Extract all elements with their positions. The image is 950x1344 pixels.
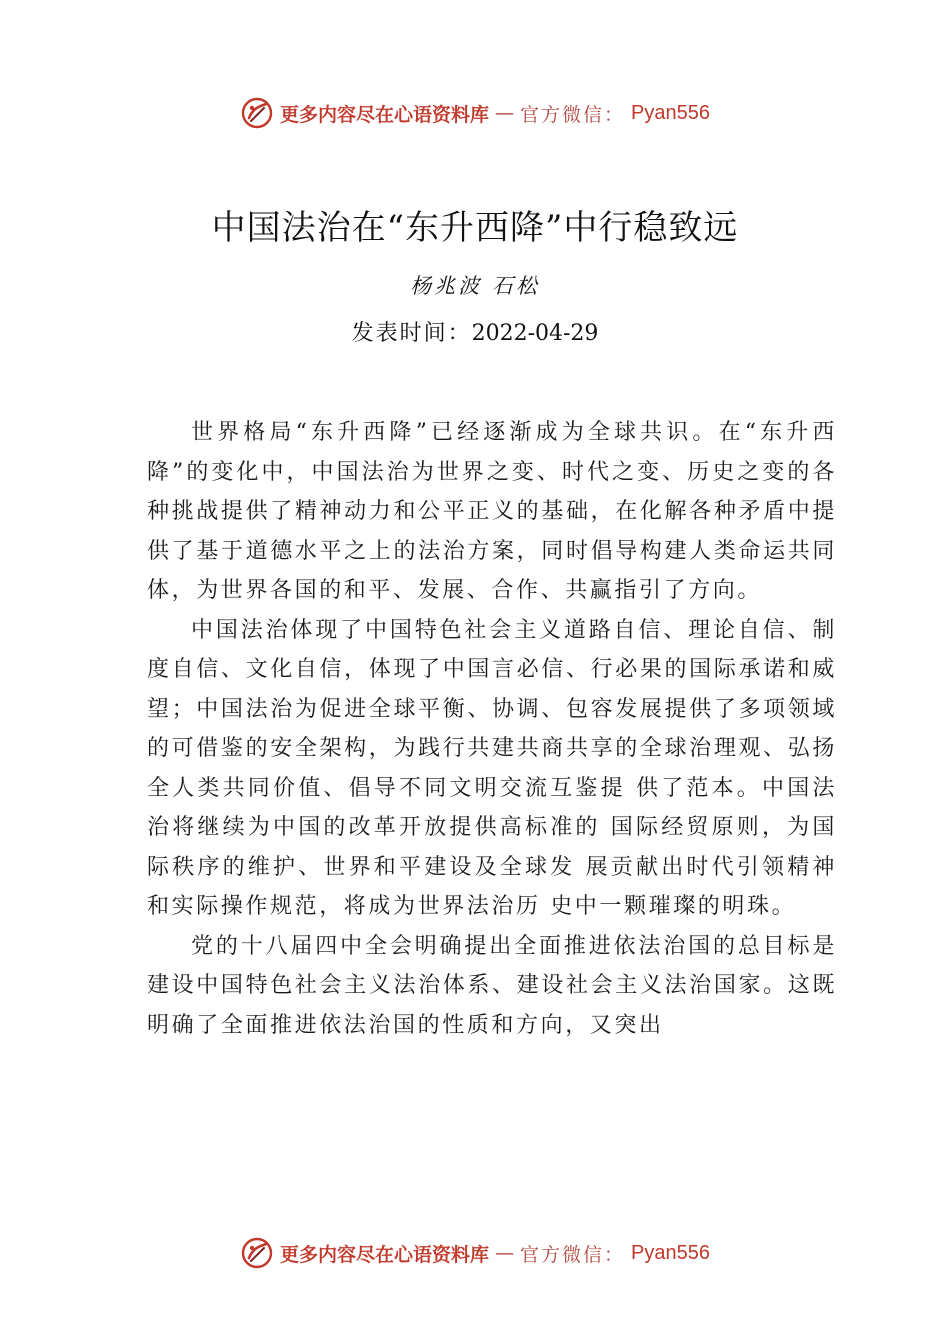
article-authors: 杨兆波 石松 bbox=[410, 274, 540, 298]
paragraph-2: 中国法治体现了中国特色社会主义道路自信、理论自信、制度自信、文化自信，体现了中国言必信、行必果的国际承诺和威望；中国法治为促进全球平衡、协调、包容发展提供了多项领域的可借鉴的安全架构，为践行共建共商共享的全球治理观、弘扬全人类共同价值、倡导不同文明交流互鉴提 供了范本。中国法治将继续为中国的改革开放提供高标准的 国际经贸原则，为国际秩序的维护、世界和平建设及全球发 展贡献出时代引领精神和实际操作规范，将成为世界法治历 史中一颗璀璨的明珠。 bbox=[147, 617, 837, 919]
publish-date-label: 发表时间： bbox=[351, 321, 472, 346]
article-body bbox=[147, 413, 837, 1045]
header-banner bbox=[0, 93, 950, 133]
banner-official-label: 官方微信： bbox=[520, 103, 626, 126]
banner-official-label: 官方微信： bbox=[520, 1243, 626, 1266]
banner-dash: — bbox=[495, 102, 515, 124]
paragraph-1: 世界格局“东升西降”已经逐渐成为全球共识。在“东升西降”的变化中，中国法治为世界之变、时代之变、历史之变的各种挑战提供了精神动力和公平正义的基础，在化解各种矛盾中提供了基于道德水平之上的法治方案，同时倡导构建人类命运共同体，为世界各国的和平、发展、合作、共赢指引了方向。 bbox=[147, 420, 837, 603]
banner-main-text: 更多内容尽在心语资料库 bbox=[280, 1243, 490, 1266]
publish-date-value: 2022-04-29 bbox=[471, 321, 599, 346]
brand-logo-icon bbox=[240, 96, 274, 130]
article-title: 中国法治在“东升西降”中行稳致远 bbox=[211, 208, 739, 248]
banner-dash: — bbox=[495, 1242, 515, 1264]
banner-wechat-id: Pyan556 bbox=[631, 1241, 710, 1264]
banner-main-text: 更多内容尽在心语资料库 bbox=[280, 103, 490, 126]
publish-date bbox=[0, 316, 950, 347]
brand-logo-icon bbox=[240, 1236, 274, 1270]
paragraph-3: 党的十八届四中全会明确提出全面推进依法治国的总目标是建设中国特色社会主义法治体系、建设社会主义法治国家。这既明确了全面推进依法治国的性质和方向，又突出 bbox=[147, 933, 837, 1038]
banner-wechat-id: Pyan556 bbox=[631, 101, 710, 124]
footer-banner bbox=[0, 1233, 950, 1273]
